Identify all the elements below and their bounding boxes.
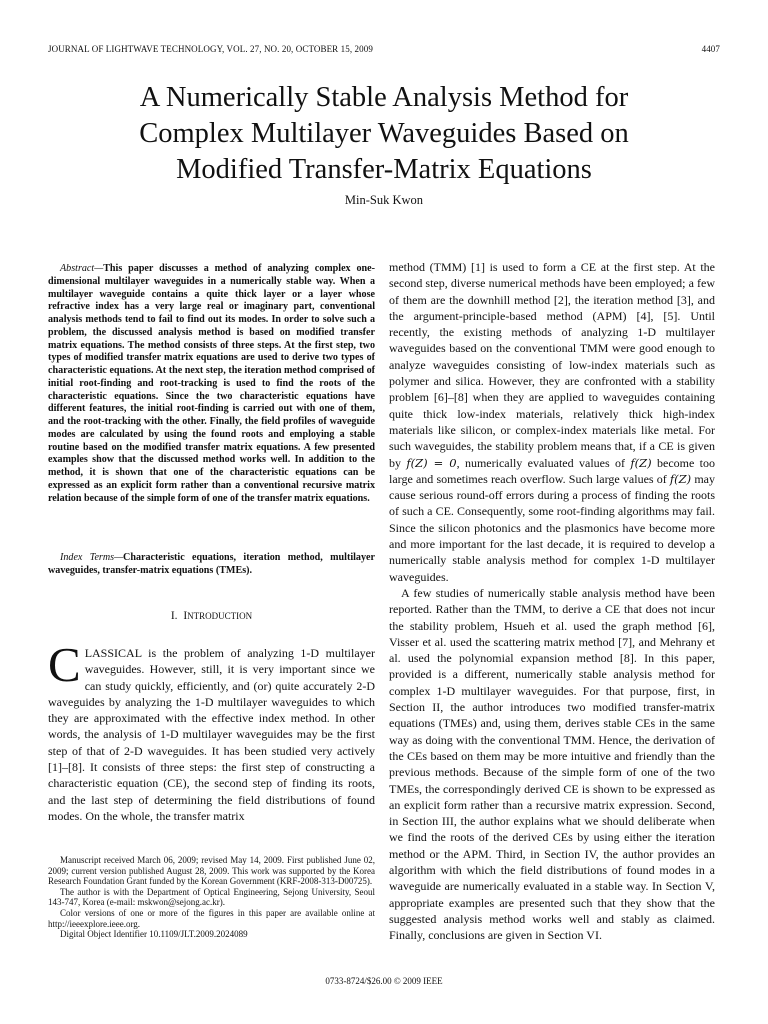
equation-inline: f(Z)	[669, 471, 692, 486]
index-terms	[48, 552, 375, 578]
body-paragraph: A few studies of numerically stable analysis method have been reported. Rather than the TMM, to derive a CE that does not incur the stability problem, Hsueh et al. used the graph method [6], Visser et al. used the scattering matrix method [7], and Mehrany et al. used the polynomial expansion method [8]. In this paper, provided is a different, numerically stable analysis method for complex 1-D multilayer waveguides. For that purpose, first, in Section II, the author introduces two modified transfer-matrix equations (TMEs) and, using them, derives stable CEs in the same way as doing with the conventional TMM. Hence, the derivation of the CEs based on them may be more intuitive and friendly than the previous methods. Because of the simple form of one of the two TMEs, the correspondingly derived CE is shown to be expressed as an explicit form rather than a recursive matrix expression. Second, in Section III, the author explains what we should deliberate when we find the roots of the derived CEs by using either the iteration method or the APM. Third, in Section IV, the author provides an algorithm with which the field distributions of found modes in a waveguide are numerically evaluated in a stable way. In Section V, appropriate examples are presented such that they show that the suggested analysis method works well and stably as claimed. Finally, conclusions are given in Section VI.	[389, 585, 715, 943]
equation-inline: f(Z)	[630, 455, 652, 470]
title-line: A Numerically Stable Analysis Method for	[139, 82, 629, 113]
footnote-color: Color versions of one or more of the figures in this paper are available online at http://ieeexplore.ieee.org.	[48, 907, 375, 929]
title-line: Modified Transfer-Matrix Equations	[176, 154, 592, 185]
drop-cap: C	[48, 637, 81, 692]
title-line: Complex Multilayer Waveguides Based on	[139, 118, 629, 149]
introduction-body	[48, 637, 375, 824]
text-run: may cause serious round-off errors during a process of finding the roots of such a CE. Consequently, some root-finding algorithms may fail. Since the silicon photonics and the plasmonics have become more and more important for the last decade, it is required to develop a numerically stable analysis method for complex 1-D multilayer waveguides.	[389, 471, 715, 584]
index-terms-text: Characteristic equations, iteration method, multilayer waveguides, transfer-matrix equations (TMEs).	[48, 552, 375, 576]
abstract-text: This paper discusses a method of analyzing complex one-dimensional multilayer waveguides in a numerically stable way. When a multilayer waveguide contains a quite thick layer or a layer whose refractive index has a very large real or imaginary part, conventional analysis methods tend to fail to find out its modes. In order to solve such a problem, the discussed analysis method is based on modified transfer matrix equations. The method consists of three steps. At the first step, two types of modified transfer matrix equations are used to derive two types of characteristic equations. At the next step, the iteration method comprised of initial root-finding and root-tracking is used to find the roots of the characteristic equations. Since the two characteristic equations have different features, the initial root-finding is carried out with one of them, and the root-tracking with the other. Finally, the field profiles of waveguide modes are calculated by using the found roots and employing a stable routine based on the modified transfer matrix equations. A few presented examples show that the discussed method works well. In addition to the method, it is shown that one of the characteristic equations can be expressed as an explicit form rather than a conventional recursive matrix relation because of the simple form of one of the transfer matrix equations.	[48, 263, 375, 504]
paper-title	[40, 80, 728, 188]
page-number: 4407	[701, 44, 720, 54]
equation-inline: f(Z) = 0	[406, 455, 457, 470]
author-name: Min-Suk Kwon	[344, 193, 424, 207]
footnote-manuscript: Manuscript received March 06, 2009; revised May 14, 2009. First published June 02, 2009; current version published August 28, 2009. This work was supported by the Korea Research Foundation Grant funded by the Korean Government (KRF-2008-313-D00725).	[48, 855, 375, 887]
text-run: become too large and sometimes reach overflow. Such large values of	[389, 455, 716, 486]
text-run: , numerically evaluated values of	[456, 455, 631, 470]
text-run: method (TMM) [1] is used to form a CE at the first step. At the second step, diverse numerical methods have been employed; a few of them are the downhill method [2], the iteration method [3], and the argument-principle-based method (APM) [4], [5]. Until recently, the existing methods of analyzing 1-D multilayer waveguides based on the conventional TMM were good enough to analyze waveguides consisting of low-index materials such as polymer and silica. However, they are confronted with a stability problem [6]–[8] when they are applied to waveguides containing quite thick low-index materials, relatively thick high-index materials like silicon, or complex-index materials like metal. For such waveguides, the stability problem means that, if a CE is given by	[389, 260, 715, 470]
section-heading-first: I	[183, 610, 188, 622]
abstract-lead: Abstract—	[60, 263, 104, 274]
abstract	[48, 263, 375, 505]
section-heading-rest: NTRODUCTION	[187, 611, 253, 621]
footnotes	[48, 855, 375, 940]
journal-citation: JOURNAL OF LIGHTWAVE TECHNOLOGY, VOL. 27, NO. 20, OCTOBER 15, 2009	[48, 44, 373, 54]
copyright-line: 0733-8724/$26.00 © 2009 IEEE	[325, 976, 443, 986]
intro-paragraph: LASSICAL is the problem of analyzing 1-D multilayer waveguides. However, still, it is very important since we can study quickly, efficiently, and (or) quite accurately 2-D waveguides by analyzing the 1-D multilayer waveguides to which they are approximated with the effective index method. In other words, the analysis of 1-D multilayer waveguides may be the first step of that of 2-D waveguides. It has been studied very actively [1]–[8]. It consists of three steps: the first step of constructing a characteristic equation (CE), the second step of finding its roots, and the last step of determining the field distributions of found modes. On the whole, the transfer matrix	[48, 646, 375, 823]
section-numeral: I.	[170, 610, 178, 622]
footnote-affiliation: The author is with the Department of Optical Engineering, Sejong University, Seoul 143-747, Korea (e-mail: mskwon@sejong.ac.kr).	[48, 886, 375, 908]
right-column	[389, 259, 715, 943]
index-terms-lead: Index Terms—	[60, 552, 124, 563]
footnote-doi: Digital Object Identifier 10.1109/JLT.2009.2024089	[60, 929, 248, 940]
section-heading	[48, 610, 375, 622]
running-head	[48, 44, 720, 54]
body-paragraph	[389, 259, 715, 585]
